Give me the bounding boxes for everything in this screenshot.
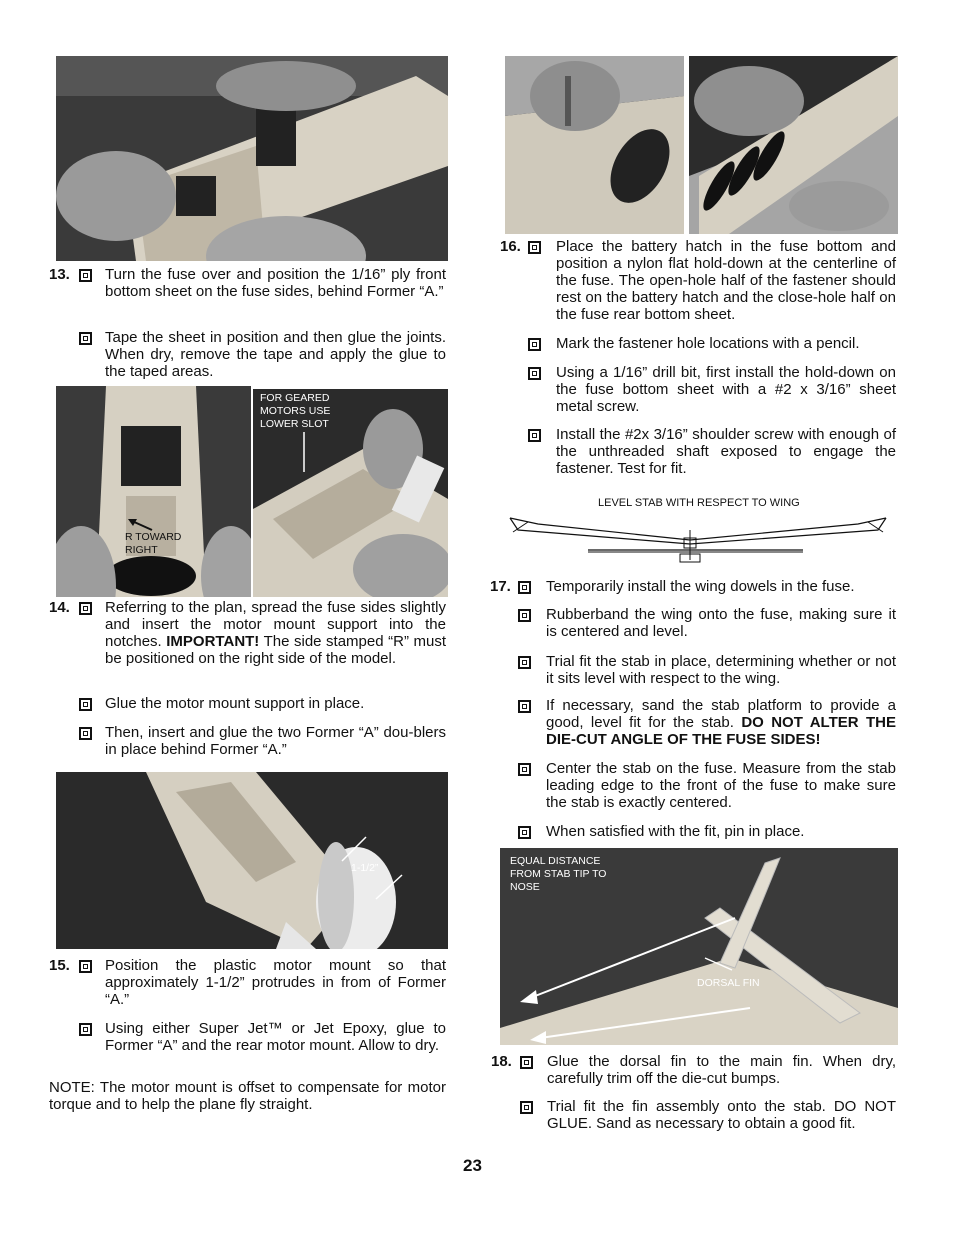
checkbox-icon[interactable]: [518, 826, 531, 839]
step-text: Glue the dorsal fin to the main fin. When dry, carefully trim off the die-cut bumps.: [547, 1053, 896, 1087]
photo-caption: DORSAL FIN: [697, 977, 760, 989]
checkbox-icon[interactable]: [518, 656, 531, 669]
step-text: Using either Super Jet™ or Jet Epoxy, glue to Former “A” and the rear motor mount. Allow to dry.: [105, 1020, 446, 1054]
checkbox-icon[interactable]: [79, 727, 92, 740]
checkbox-icon[interactable]: [79, 1023, 92, 1036]
step-15: [49, 957, 446, 1072]
photo-caption: 1-1/2”: [351, 862, 379, 874]
photo-caption: EQUAL DISTANCE FROM STAB TIP TO NOSE: [510, 855, 607, 893]
step-text: Referring to the plan, spread the fuse sides slightly and insert the motor mount support into the notches. IMPORTANT! The side stamped “R” must be positioned on the right side of the model.: [105, 599, 447, 667]
diagram-label: LEVEL STAB WITH RESPECT TO WING: [598, 497, 800, 509]
step-text: Then, insert and glue the two Former “A” dou-blers in place behind Former “A.”: [105, 724, 446, 758]
checkbox-icon[interactable]: [79, 960, 92, 973]
photo-fuse-taped-former: [56, 56, 448, 261]
step-text: Temporarily install the wing dowels in the fuse.: [546, 578, 855, 595]
step-text: Glue the motor mount support in place.: [105, 695, 365, 712]
step-number: 14.: [49, 599, 70, 616]
step-text: Trial fit the stab in place, determining whether or not it sits level with respect to the wing.: [546, 653, 896, 687]
step-text: When satisfied with the fit, pin in place.: [546, 823, 805, 840]
checkbox-icon[interactable]: [518, 581, 531, 594]
dimension-lines-icon: [340, 835, 406, 901]
checkbox-icon[interactable]: [79, 269, 92, 282]
checkbox-icon[interactable]: [528, 367, 541, 380]
step-text: Position the plastic motor mount so that approximately 1-1/2” protrudes in from of Former “A.”: [105, 957, 446, 1008]
step-number: 18.: [491, 1053, 512, 1070]
step-number: 16.: [500, 238, 521, 255]
step-text: If necessary, sand the stab platform to provide a good, level fit for the stab. DO NOT ALTER THE DIE-CUT ANGLE OF THE FUSE SIDES!: [546, 697, 896, 748]
step-number: 15.: [49, 957, 70, 974]
step-text: Rubberband the wing onto the fuse, making sure it is centered and level.: [546, 606, 896, 640]
checkbox-icon[interactable]: [518, 763, 531, 776]
photo-caption: FOR GEARED MOTORS USE LOWER SLOT: [260, 392, 331, 430]
checkbox-icon[interactable]: [79, 332, 92, 345]
checkbox-icon[interactable]: [79, 602, 92, 615]
step-text: Turn the fuse over and position the 1/16” ply front bottom sheet on the fuse sides, behind Former “A.”: [105, 266, 446, 300]
checkbox-icon[interactable]: [528, 241, 541, 254]
arrow-icon: [128, 518, 154, 532]
photo-caption: R TOWARD RIGHT: [125, 531, 182, 556]
checkbox-icon[interactable]: [520, 1056, 533, 1069]
note-text: NOTE: The motor mount is offset to compensate for motor torque and to help the plane fly straight.: [49, 1079, 446, 1113]
step-17: [490, 578, 896, 843]
checkbox-icon[interactable]: [518, 609, 531, 622]
page-number: 23: [463, 1156, 482, 1175]
step-14: [49, 599, 446, 764]
checkbox-icon[interactable]: [528, 338, 541, 351]
checkbox-icon[interactable]: [520, 1101, 533, 1114]
step-18: [491, 1053, 896, 1138]
step-text: Using a 1/16” drill bit, first install the hold-down on the fuse bottom sheet with a #2 x 3/16” sheet metal screw.: [556, 364, 896, 415]
step-text: Tape the sheet in position and then glue the joints. When dry, remove the tape and apply the glue to the taped areas.: [105, 329, 446, 380]
checkbox-icon[interactable]: [528, 429, 541, 442]
step-text: Install the #2x 3/16” shoulder screw with enough of the unthreaded shaft exposed to engage the fastener. Test for fit.: [556, 426, 896, 477]
step-text: Trial fit the fin assembly onto the stab. DO NOT GLUE. Sand as necessary to obtain a good fit.: [547, 1098, 896, 1132]
step-number: 17.: [490, 578, 511, 595]
step-13: [49, 266, 446, 380]
photo-fuse-interior: [56, 386, 251, 597]
wing-stab-front-view-icon: [508, 510, 888, 564]
step-text: Mark the fastener hole locations with a pencil.: [556, 335, 860, 352]
step-text: Place the battery hatch in the fuse bottom and position a nylon flat hold-down at the centerline of the fuse. The open-hole half of the fastener should rest on the battery hatch and the close-hole half on the fuse rear bottom sheet.: [556, 238, 896, 323]
step-text: Center the stab on the fuse. Measure from the stab leading edge to the front of the fuse to make sure the stab is exactly centered.: [546, 760, 896, 811]
checkbox-icon[interactable]: [79, 698, 92, 711]
checkbox-icon[interactable]: [518, 700, 531, 713]
photo-battery-hatch-drill: [505, 56, 684, 234]
photo-battery-hatch-fastener: [689, 56, 898, 234]
step-16: [500, 238, 896, 478]
pointer-line-icon: [300, 432, 308, 472]
step-number: 13.: [49, 266, 70, 283]
